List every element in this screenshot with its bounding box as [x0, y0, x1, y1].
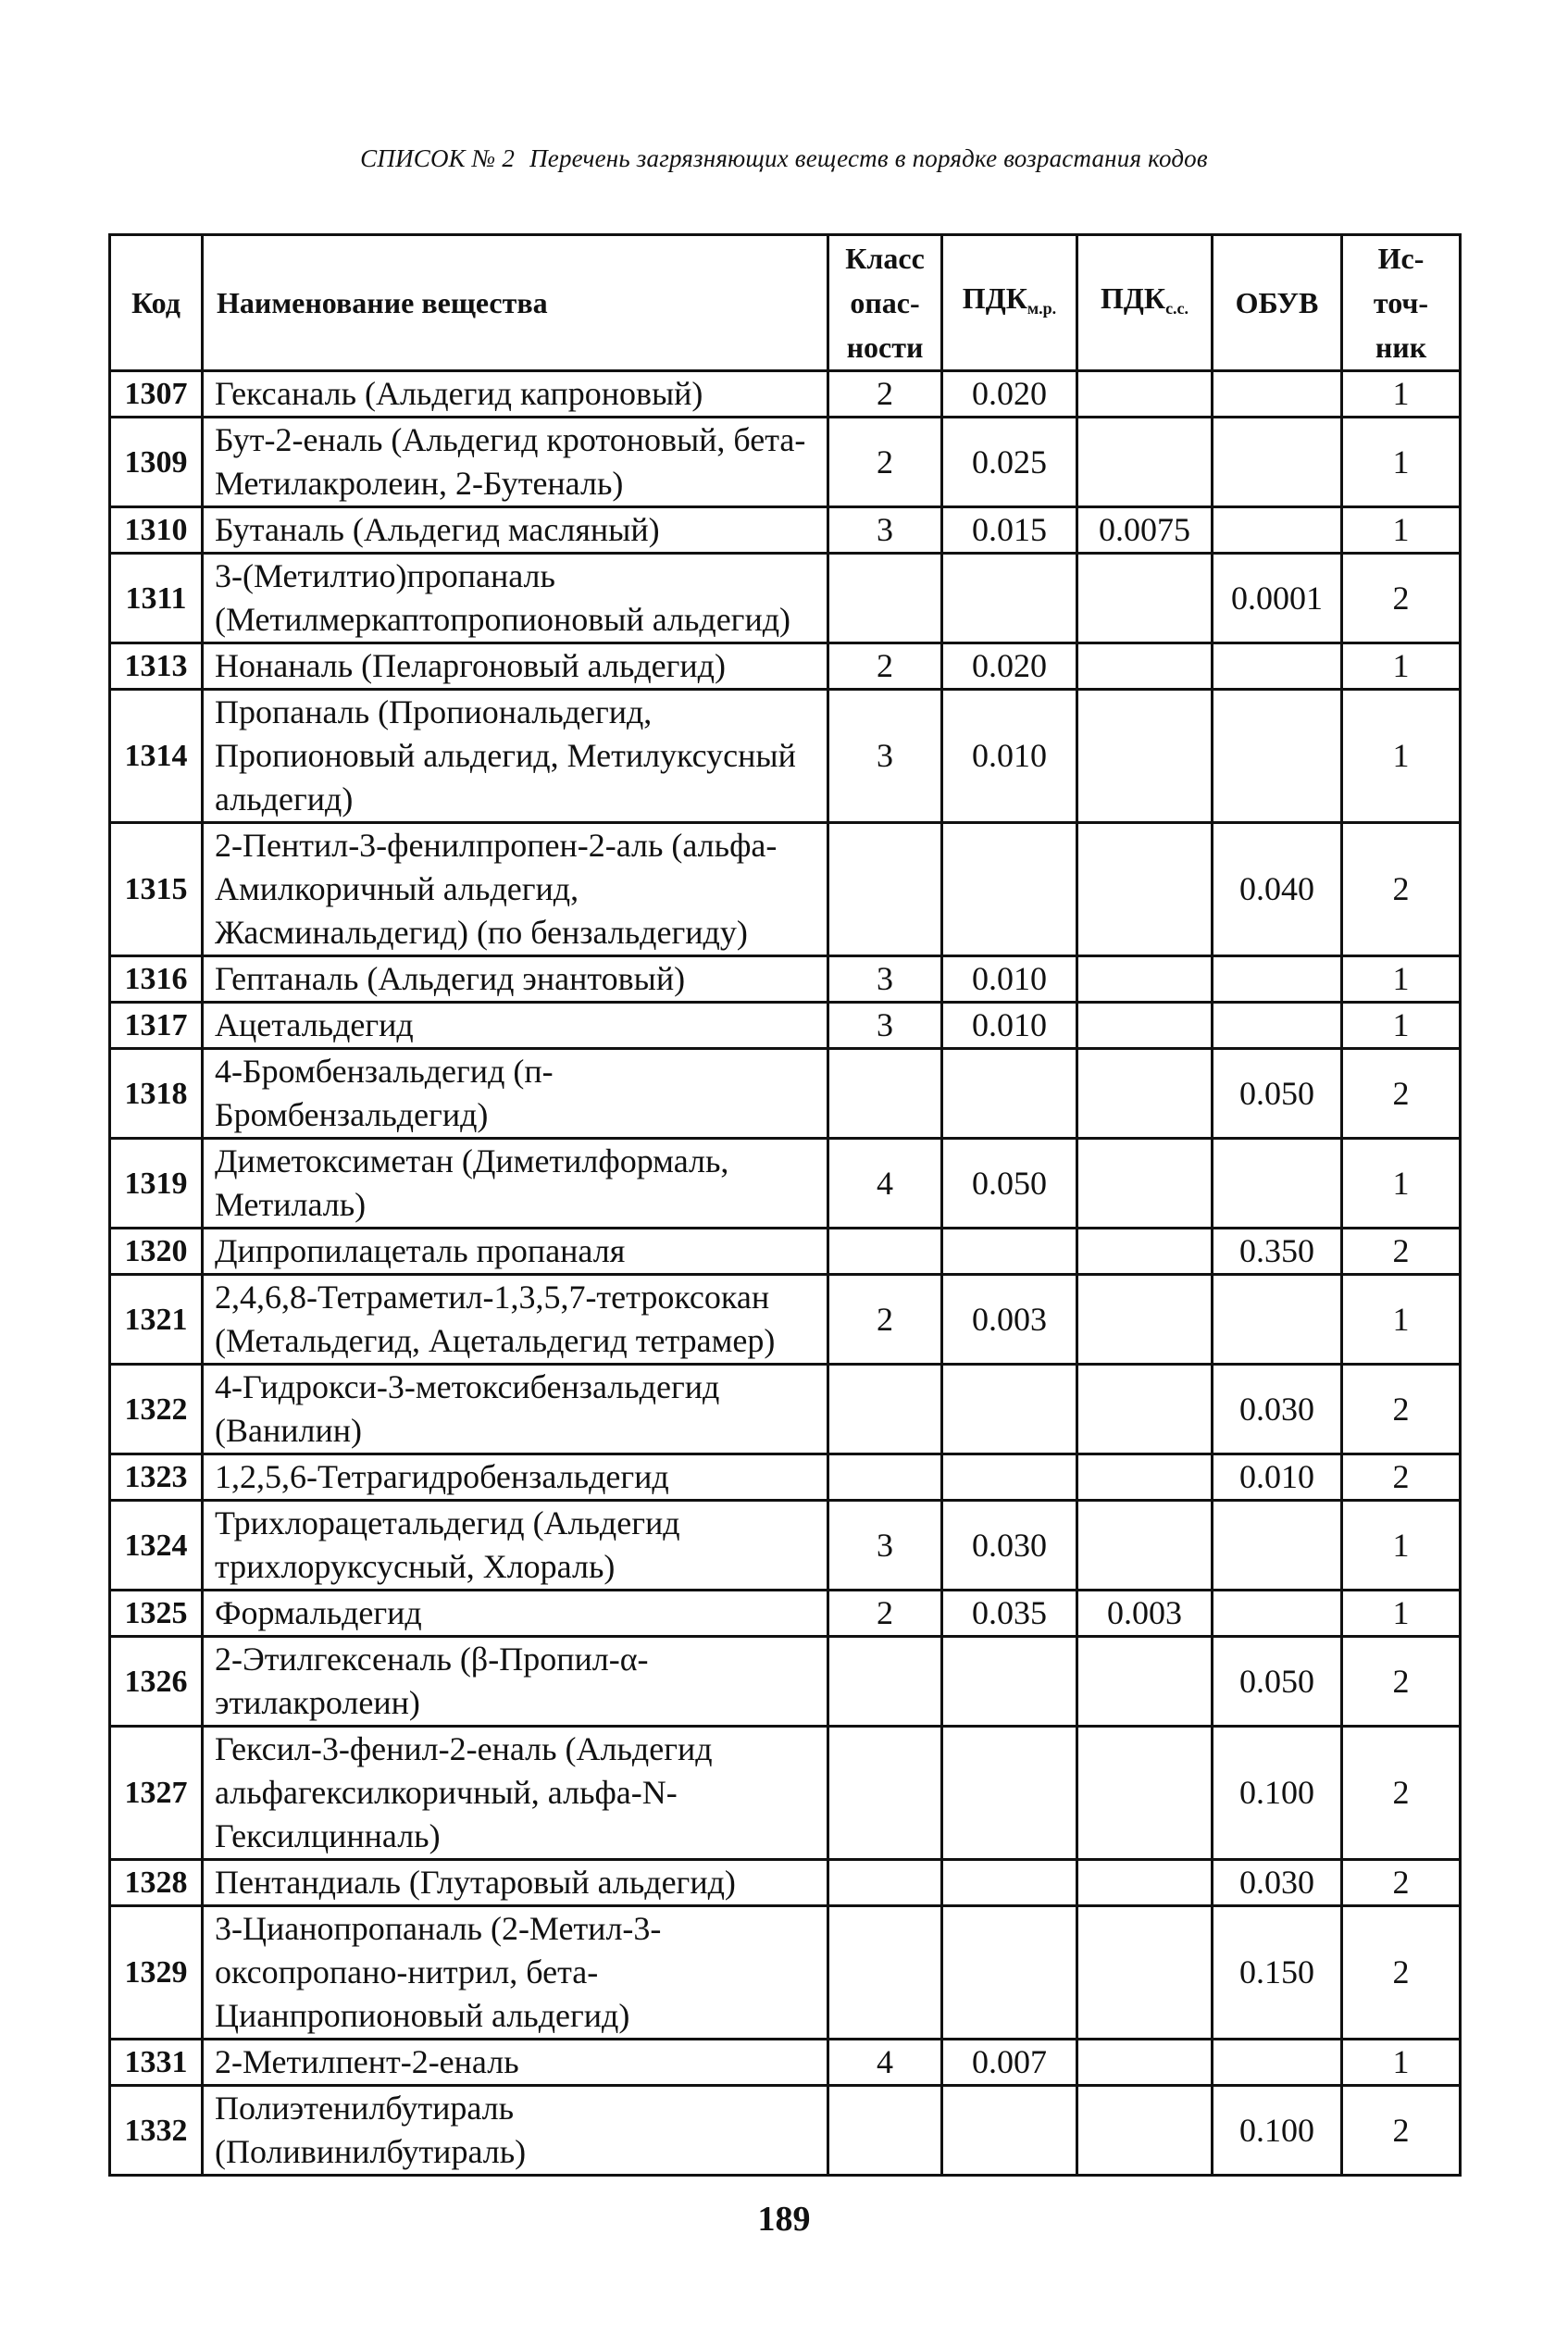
cell-pdk-mr — [942, 1229, 1077, 1275]
cell-name: Диметоксиметан (Диметилформаль, Метилаль) — [203, 1139, 828, 1229]
cell-hazard-class — [828, 1906, 942, 2040]
header-hazard-class-line-1: Класс — [845, 242, 925, 275]
header-source-line-3: ник — [1375, 331, 1427, 364]
cell-code: 1325 — [110, 1591, 203, 1637]
page-number: 189 — [757, 2200, 811, 2239]
cell-name: 2-Метилпент-2-еналь — [203, 2040, 828, 2086]
cell-hazard-class — [828, 1727, 942, 1860]
cell-code: 1314 — [110, 690, 203, 823]
cell-source: 1 — [1342, 1275, 1461, 1365]
cell-source: 2 — [1342, 1454, 1461, 1501]
cell-source: 2 — [1342, 2086, 1461, 2176]
cell-obuv — [1213, 2040, 1342, 2086]
cell-code: 1332 — [110, 2086, 203, 2176]
cell-pdk-mr: 0.010 — [942, 956, 1077, 1003]
table-row — [110, 1637, 1461, 1727]
cell-source: 1 — [1342, 507, 1461, 554]
cell-pdk-ss — [1077, 823, 1213, 956]
cell-pdk-mr: 0.050 — [942, 1139, 1077, 1229]
cell-pdk-mr — [942, 2086, 1077, 2176]
cell-hazard-class: 2 — [828, 371, 942, 418]
cell-obuv — [1213, 1501, 1342, 1591]
cell-code: 1309 — [110, 418, 203, 507]
cell-pdk-mr: 0.010 — [942, 1003, 1077, 1049]
table-row — [110, 371, 1461, 418]
cell-source: 1 — [1342, 1591, 1461, 1637]
cell-name: 3-Цианопропаналь (2-Метил-3-оксопропано-нитрил, бета-Цианпропионовый альдегид) — [203, 1906, 828, 2040]
cell-obuv — [1213, 690, 1342, 823]
cell-source: 2 — [1342, 1049, 1461, 1139]
cell-pdk-ss — [1077, 1365, 1213, 1454]
cell-obuv: 0.050 — [1213, 1049, 1342, 1139]
cell-pdk-mr: 0.025 — [942, 418, 1077, 507]
cell-hazard-class: 4 — [828, 1139, 942, 1229]
table-row — [110, 643, 1461, 690]
cell-pdk-mr: 0.020 — [942, 643, 1077, 690]
cell-pdk-mr: 0.015 — [942, 507, 1077, 554]
table-row — [110, 1365, 1461, 1454]
cell-code: 1316 — [110, 956, 203, 1003]
pollutants-table — [108, 233, 1462, 2177]
cell-name: Дипропилацеталь пропаналя — [203, 1229, 828, 1275]
cell-pdk-ss — [1077, 1906, 1213, 2040]
cell-hazard-class: 3 — [828, 507, 942, 554]
cell-obuv — [1213, 507, 1342, 554]
cell-name: Нонаналь (Пеларгоновый альдегид) — [203, 643, 828, 690]
cell-source: 2 — [1342, 1860, 1461, 1906]
cell-hazard-class — [828, 554, 942, 643]
table-row — [110, 1860, 1461, 1906]
header-pdk-mr-sub: м.р. — [1027, 298, 1057, 318]
header-source-line-1: Ис- — [1377, 242, 1425, 275]
cell-hazard-class — [828, 1049, 942, 1139]
header-hazard-class-line-3: ности — [846, 331, 924, 364]
cell-pdk-mr — [942, 1049, 1077, 1139]
table-row — [110, 690, 1461, 823]
cell-source: 1 — [1342, 956, 1461, 1003]
cell-pdk-ss — [1077, 1637, 1213, 1727]
header-obuv: ОБУВ — [1213, 235, 1342, 371]
table-row — [110, 823, 1461, 956]
cell-source: 2 — [1342, 1727, 1461, 1860]
cell-obuv — [1213, 956, 1342, 1003]
table-row — [110, 2086, 1461, 2176]
header-source — [1342, 235, 1461, 371]
cell-obuv: 0.100 — [1213, 2086, 1342, 2176]
cell-name: Бутаналь (Альдегид масляный) — [203, 507, 828, 554]
cell-pdk-ss — [1077, 1727, 1213, 1860]
cell-source: 1 — [1342, 643, 1461, 690]
cell-pdk-ss — [1077, 1860, 1213, 1906]
table-row — [110, 1049, 1461, 1139]
cell-pdk-ss — [1077, 956, 1213, 1003]
cell-source: 1 — [1342, 1501, 1461, 1591]
cell-pdk-ss — [1077, 1229, 1213, 1275]
cell-obuv — [1213, 1275, 1342, 1365]
cell-code: 1318 — [110, 1049, 203, 1139]
table-row — [110, 1229, 1461, 1275]
cell-pdk-mr: 0.020 — [942, 371, 1077, 418]
cell-pdk-ss — [1077, 1275, 1213, 1365]
cell-name: 4-Бромбензальдегид (п-Бромбензальдегид) — [203, 1049, 828, 1139]
cell-obuv — [1213, 1139, 1342, 1229]
cell-pdk-ss — [1077, 1003, 1213, 1049]
cell-name: 1,2,5,6-Тетрагидробензальдегид — [203, 1454, 828, 1501]
cell-code: 1313 — [110, 643, 203, 690]
cell-pdk-mr: 0.035 — [942, 1591, 1077, 1637]
cell-code: 1317 — [110, 1003, 203, 1049]
cell-hazard-class: 3 — [828, 690, 942, 823]
cell-code: 1331 — [110, 2040, 203, 2086]
cell-obuv: 0.0001 — [1213, 554, 1342, 643]
cell-code: 1321 — [110, 1275, 203, 1365]
table-row — [110, 1275, 1461, 1365]
cell-pdk-ss — [1077, 1454, 1213, 1501]
cell-hazard-class: 2 — [828, 643, 942, 690]
cell-obuv: 0.350 — [1213, 1229, 1342, 1275]
table-row — [110, 1003, 1461, 1049]
cell-name: Формальдегид — [203, 1591, 828, 1637]
table-row — [110, 1906, 1461, 2040]
table-row — [110, 418, 1461, 507]
cell-name: 3-(Метилтио)пропаналь (Метилмеркаптопропионовый альдегид) — [203, 554, 828, 643]
cell-name: 2-Пентил-3-фенилпропен-2-аль (альфа-Амилкоричный альдегид, Жасминальдегид) (по бензальдегиду) — [203, 823, 828, 956]
cell-hazard-class: 3 — [828, 1003, 942, 1049]
cell-pdk-mr — [942, 823, 1077, 956]
table-header-row — [110, 235, 1461, 371]
cell-hazard-class — [828, 823, 942, 956]
cell-pdk-ss — [1077, 2086, 1213, 2176]
cell-code: 1327 — [110, 1727, 203, 1860]
table-row — [110, 507, 1461, 554]
cell-hazard-class — [828, 1365, 942, 1454]
cell-pdk-ss — [1077, 2040, 1213, 2086]
cell-pdk-mr — [942, 1365, 1077, 1454]
cell-code: 1315 — [110, 823, 203, 956]
cell-code: 1311 — [110, 554, 203, 643]
page-header — [0, 144, 1568, 173]
cell-obuv: 0.030 — [1213, 1860, 1342, 1906]
cell-source: 1 — [1342, 1003, 1461, 1049]
cell-name: Гептаналь (Альдегид энантовый) — [203, 956, 828, 1003]
header-pdk-ss-sub: с.с. — [1165, 298, 1189, 318]
cell-name: Полиэтенилбутираль (Поливинилбутираль) — [203, 2086, 828, 2176]
header-pdk-ss-label: ПДК — [1100, 281, 1166, 315]
cell-hazard-class — [828, 2086, 942, 2176]
cell-obuv — [1213, 1591, 1342, 1637]
cell-hazard-class: 2 — [828, 1591, 942, 1637]
table-row — [110, 554, 1461, 643]
cell-code: 1322 — [110, 1365, 203, 1454]
cell-hazard-class — [828, 1229, 942, 1275]
cell-pdk-ss — [1077, 1501, 1213, 1591]
cell-obuv: 0.010 — [1213, 1454, 1342, 1501]
cell-pdk-mr — [942, 554, 1077, 643]
cell-pdk-mr: 0.030 — [942, 1501, 1077, 1591]
cell-name: Гексил-3-фенил-2-еналь (Альдегид альфагексилкоричный, альфа-N-Гексилцинналь) — [203, 1727, 828, 1860]
cell-pdk-ss: 0.003 — [1077, 1591, 1213, 1637]
cell-pdk-ss: 0.0075 — [1077, 507, 1213, 554]
cell-obuv — [1213, 1003, 1342, 1049]
cell-source: 2 — [1342, 554, 1461, 643]
cell-pdk-ss — [1077, 1049, 1213, 1139]
cell-hazard-class: 2 — [828, 1275, 942, 1365]
cell-obuv — [1213, 371, 1342, 418]
cell-pdk-ss — [1077, 371, 1213, 418]
cell-hazard-class: 3 — [828, 1501, 942, 1591]
cell-code: 1307 — [110, 371, 203, 418]
header-pdk-ss — [1077, 235, 1213, 371]
table-row — [110, 1501, 1461, 1591]
cell-source: 1 — [1342, 1139, 1461, 1229]
table-row — [110, 2040, 1461, 2086]
cell-obuv: 0.030 — [1213, 1365, 1342, 1454]
cell-code: 1319 — [110, 1139, 203, 1229]
cell-hazard-class: 2 — [828, 418, 942, 507]
table-row — [110, 956, 1461, 1003]
cell-obuv — [1213, 643, 1342, 690]
cell-obuv: 0.050 — [1213, 1637, 1342, 1727]
cell-hazard-class — [828, 1454, 942, 1501]
cell-source: 2 — [1342, 1229, 1461, 1275]
list-label: СПИСОК № 2 — [360, 144, 516, 172]
cell-code: 1328 — [110, 1860, 203, 1906]
cell-source: 2 — [1342, 1637, 1461, 1727]
cell-hazard-class: 3 — [828, 956, 942, 1003]
cell-code: 1310 — [110, 507, 203, 554]
cell-pdk-mr — [942, 1860, 1077, 1906]
cell-source: 2 — [1342, 823, 1461, 956]
cell-source: 1 — [1342, 690, 1461, 823]
cell-source: 1 — [1342, 371, 1461, 418]
cell-pdk-ss — [1077, 643, 1213, 690]
cell-code: 1320 — [110, 1229, 203, 1275]
cell-name: Ацетальдегид — [203, 1003, 828, 1049]
cell-pdk-mr — [942, 1727, 1077, 1860]
cell-code: 1329 — [110, 1906, 203, 2040]
cell-pdk-mr: 0.003 — [942, 1275, 1077, 1365]
cell-obuv: 0.100 — [1213, 1727, 1342, 1860]
cell-name: 4-Гидрокси-3-метоксибензальдегид (Ванилин) — [203, 1365, 828, 1454]
cell-code: 1326 — [110, 1637, 203, 1727]
table-row — [110, 1454, 1461, 1501]
cell-code: 1324 — [110, 1501, 203, 1591]
cell-pdk-ss — [1077, 1139, 1213, 1229]
cell-name: 2-Этилгексеналь (β-Пропил-α-этилакролеин) — [203, 1637, 828, 1727]
header-pdk-mr — [942, 235, 1077, 371]
table-row — [110, 1139, 1461, 1229]
cell-obuv: 0.150 — [1213, 1906, 1342, 2040]
cell-name: Бут-2-еналь (Альдегид кротоновый, бета-Метилакролеин, 2-Бутеналь) — [203, 418, 828, 507]
cell-pdk-mr — [942, 1906, 1077, 2040]
cell-source: 2 — [1342, 1365, 1461, 1454]
cell-name: 2,4,6,8-Тетраметил-1,3,5,7-тетроксокан (Метальдегид, Ацетальдегид тетрамер) — [203, 1275, 828, 1365]
cell-name: Пропаналь (Пропиональдегид, Пропионовый альдегид, Метилуксусный альдегид) — [203, 690, 828, 823]
cell-pdk-ss — [1077, 690, 1213, 823]
header-hazard-class-line-2: опас- — [850, 286, 920, 319]
cell-source: 2 — [1342, 1906, 1461, 2040]
cell-source: 1 — [1342, 2040, 1461, 2086]
cell-code: 1323 — [110, 1454, 203, 1501]
cell-name: Трихлорацетальдегид (Альдегид трихлоруксусный, Хлораль) — [203, 1501, 828, 1591]
header-code: Код — [110, 235, 203, 371]
cell-pdk-mr: 0.007 — [942, 2040, 1077, 2086]
cell-hazard-class: 4 — [828, 2040, 942, 2086]
cell-hazard-class — [828, 1860, 942, 1906]
cell-source: 1 — [1342, 418, 1461, 507]
header-name: Наименование вещества — [203, 235, 828, 371]
table-row — [110, 1727, 1461, 1860]
cell-pdk-ss — [1077, 418, 1213, 507]
cell-pdk-ss — [1077, 554, 1213, 643]
table-row — [110, 1591, 1461, 1637]
cell-pdk-mr: 0.010 — [942, 690, 1077, 823]
cell-obuv: 0.040 — [1213, 823, 1342, 956]
cell-pdk-mr — [942, 1637, 1077, 1727]
cell-pdk-mr — [942, 1454, 1077, 1501]
header-hazard-class — [828, 235, 942, 371]
list-subtitle: Перечень загрязняющих веществ в порядке возрастания кодов — [529, 144, 1208, 172]
cell-obuv — [1213, 418, 1342, 507]
header-source-line-2: точ- — [1373, 286, 1429, 319]
cell-name: Пентандиаль (Глутаровый альдегид) — [203, 1860, 828, 1906]
header-pdk-mr-label: ПДК — [962, 281, 1027, 315]
cell-name: Гексаналь (Альдегид капроновый) — [203, 371, 828, 418]
cell-hazard-class — [828, 1637, 942, 1727]
